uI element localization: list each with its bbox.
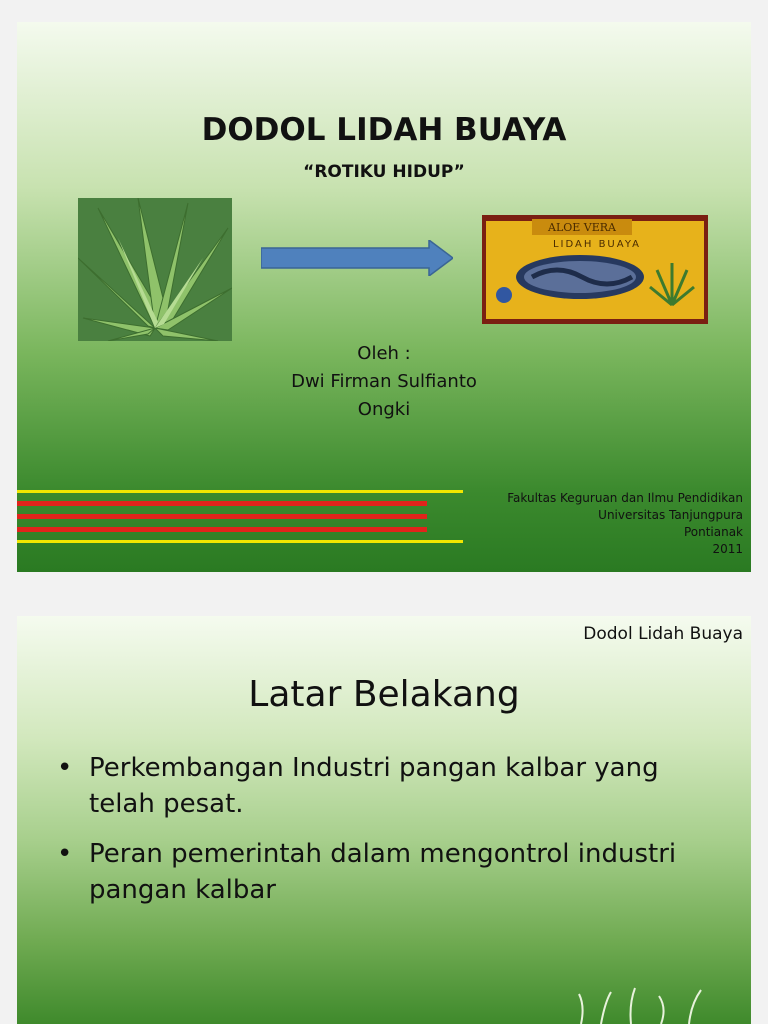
authors-block xyxy=(217,340,551,424)
institution-footer xyxy=(443,490,743,558)
slide-background xyxy=(17,616,751,1024)
author-name: Dwi Firman Sulfianto xyxy=(291,371,477,392)
product-package-image xyxy=(482,215,708,324)
authors-by-label: Oleh : xyxy=(357,343,411,364)
decorative-stripes xyxy=(17,488,463,548)
bullet-icon: • xyxy=(57,753,73,783)
bullet-text: Peran pemerintah dalam mengontrol industri pangan kalbar xyxy=(89,839,677,905)
slide-header: Dodol Lidah Buaya xyxy=(583,624,743,644)
aloe-plant-image xyxy=(78,198,232,341)
bullet-icon: • xyxy=(57,839,73,869)
bullet-list xyxy=(57,750,717,922)
grass-decoration-icon xyxy=(571,984,711,1024)
slide-title-heading: DODOL LIDAH BUAYA xyxy=(201,112,567,148)
slide-title xyxy=(17,22,751,572)
package-label-top: ALOE VERA xyxy=(548,221,616,234)
package-label-main: LIDAH BUAYA xyxy=(552,239,642,250)
slide-subtitle: “ROTIKU HIDUP” xyxy=(303,162,465,182)
right-arrow-icon xyxy=(261,240,453,276)
list-item xyxy=(57,836,717,908)
list-item xyxy=(57,750,717,822)
faculty-name: Fakultas Keguruan dan Ilmu Pendidikan xyxy=(507,491,743,505)
year: 2011 xyxy=(712,542,743,556)
slide-title-heading: Latar Belakang xyxy=(248,674,520,715)
city-name: Pontianak xyxy=(683,525,743,539)
bullet-text: Perkembangan Industri pangan kalbar yang telah pesat. xyxy=(89,753,659,819)
university-name: Universitas Tanjungpura xyxy=(598,508,743,522)
author-name: Ongki xyxy=(357,399,411,420)
